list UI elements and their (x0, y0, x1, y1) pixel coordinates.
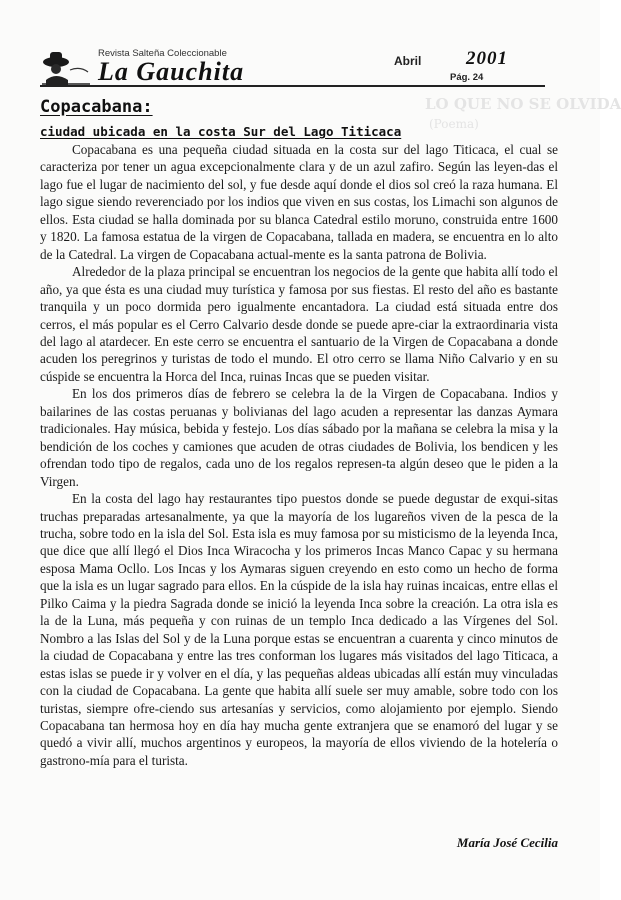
header-rule (40, 85, 545, 87)
article-paragraph: En la costa del lago hay restaurantes tipo puestos donde se puede degustar de exqui-sitas truchas preparadas artesanalmente, ya que la mayoría de los lugareños viven de la pesca de la trucha, sobre todo en la isla del Sol. Esta isla es muy famosa por su misticismo de la leyenda Inca, que dice que allí llegó el Dios Inca Wiracocha y los primeros Incas Manco Capac y su hermana esposa Mama Ocllo. Los Incas y los Aymaras siguen creyendo en esto como un hecho de forma que la isla es un lugar sagrado para ellos. En la cúspide de la isla hay ruinas incaicas, entre ellas el Pilko Caima y la piedra Sagrada donde se inició la leyenda Inca sobre la creación. La otra isla es la de la Luna, más pequeña y con ruinas de un templo Inca dedicado a las Vírgenes del Sol. Nombro a las Islas del Sol y de la Luna porque estas se encuentran a cuarenta y cinco minutos de la ciudad de Copacabana y entre las tres conforman los lugares más visitados del lago Titicaca, a estas islas se puede ir y volver en el día, y las pequeñas aldeas ubicadas allí están muy vinculadas con la ciudad de Copacabana. La gente que habita allí suele ser muy amable, sobre todo con los turistas, siempre ofre-ciendo sus artesanías y servicios, como alojamiento por ejemplo. Siendo Copacabana tan hermosa hoy en día hay mucha gente extranjera que se enamoró del lugar y se quedó a vivir allí, muchos argentinos y europeos, la mayoría de ellos viviendo de la hotelería o gastrono-mía para el turista. (40, 491, 558, 768)
issue-month: Abril (394, 54, 422, 68)
issue-year: 2001 (466, 48, 508, 69)
article-subtitle: ciudad ubicada en la costa Sur del Lago Titicaca (40, 124, 402, 139)
article-paragraph: Alrededor de la plaza principal se encuentran los negocios de la gente que habita allí todo el año, ya que ésta es una ciudad muy turística y famosa por sus fiestas. El resto del año es bastante tranquila y un poco dormida pero igualmente encantadora. La ciudad está situada entre dos cerros, el más popular es el Cerro Calvario desde donde se puede apre-ciar la extraordinaria vista del lago al atardecer. En este cerro se encuentra el santuario de la Virgen de Copacabana a donde acuden los peregrinos y turistas de todo el mundo. El otro cerro se llama Niño Calvario y en su cúspide se encuentra la Horca del Inca, ruinas Incas que se pueden visitar. (40, 264, 558, 384)
article-paragraph: Copacabana es una pequeña ciudad situada en la costa sur del lago Titicaca, el cual se caracteriza por tener un agua excepcionalmente clara y de un azul zafiro. Según las leyen-das el lago fue el lugar de nacimiento del sol, y fue desde aquí donde el dios sol creó la raza humana. El lago sigue siendo reverenciado por los indios que viven en sus costas, los Limachi son algunos de ellos. Esta ciudad se halla dominada por su blanca Catedral estilo moruno, construida entre 1600 y 1820. La famosa estatua de la virgen de Copacabana, tallada en madera, se encuentra en lo alto de la Catedral. La virgen de Copacabana actual-mente es la santa patrona de Bolivia. (40, 142, 558, 262)
gaucho-logo-icon (40, 48, 95, 88)
article-body (40, 141, 558, 769)
bleed-subheading: (Poema) (429, 117, 479, 131)
page-number: Pág. 24 (450, 72, 484, 83)
article-paragraph: En los dos primeros días de febrero se celebra la de la Virgen de Copacabana. Indios y bailarines de las costas peruanas y bolivianas del lago acuden a representar las danzas Aymara tradicionales. Hay música, bebida y festejo. Los días sábado por la mañana se celebra la misa y la bendición de los coches y camiones que acuden de otras ciudades de Bolivia, los bendicen y les ofrendan todo tipo de regalos, cada uno de los regalos represen-ta algún deseo que le piden a la Virgen. (40, 386, 558, 489)
article-title: Copacabana: (40, 97, 153, 117)
bleed-heading: LO QUE NO SE OLVIDA (425, 95, 621, 113)
article-author: María José Cecilia (456, 835, 558, 850)
page-header (40, 48, 550, 88)
magazine-name: Revista Salteña Coleccionable (98, 48, 227, 59)
magazine-title: La Gauchita (98, 57, 245, 86)
